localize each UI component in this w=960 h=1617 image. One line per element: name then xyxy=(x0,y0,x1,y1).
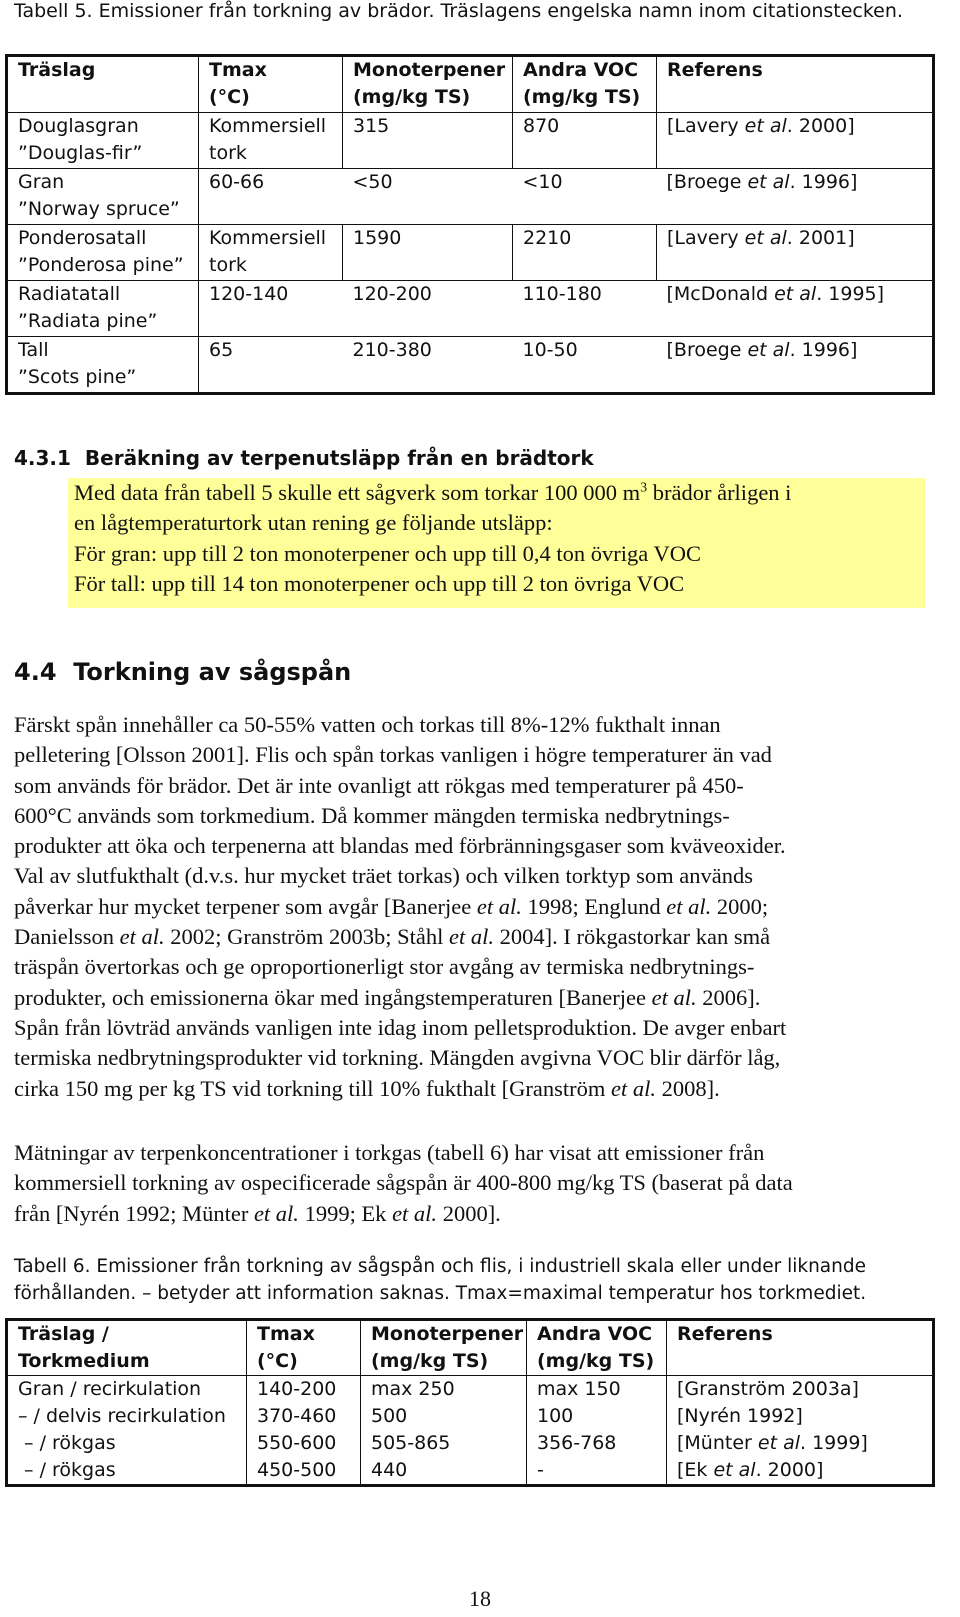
cell-species: Gran ”Norway spruce” xyxy=(7,169,199,225)
cell-monoterpenes: 440 xyxy=(361,1457,527,1486)
cell-monoterpenes: 120-200 xyxy=(343,281,513,337)
cell-tmax: 450-500 xyxy=(247,1457,361,1486)
cell-species: – / rökgas xyxy=(7,1457,247,1486)
cell-tmax: 550-600 xyxy=(247,1430,361,1457)
cell-other-voc: 10-50 xyxy=(513,337,657,394)
cell-reference: [Broege et al. 1996] xyxy=(657,337,934,394)
table5-header-row xyxy=(7,56,934,113)
section-heading-4-3-1: 4.3.1 Beräkning av terpenutsläpp från en brädtork xyxy=(14,446,594,470)
table-row xyxy=(7,169,934,225)
header-reference: Referens xyxy=(657,56,934,113)
cell-other-voc: 100 xyxy=(527,1403,667,1430)
section-heading-4-4: 4.4 Torkning av sågspån xyxy=(14,658,352,686)
cell-tmax: 370-460 xyxy=(247,1403,361,1430)
table5-caption: Tabell 5. Emissioner från torkning av brädor. Träslagens engelska namn inom citationstecken. xyxy=(14,0,903,22)
cell-species: – / rökgas xyxy=(7,1430,247,1457)
paragraph: Mätningar av terpenkoncentrationer i torkgas (tabell 6) har visat att emissioner från kommersiell torkning av ospecificerade sågspån är 400-800 mg/kg TS (baserat på data från [Nyrén 1992; Münter et al. 1999; Ek et al. 2000]. xyxy=(14,1140,793,1226)
table-row xyxy=(7,1403,934,1430)
header-reference: Referens xyxy=(667,1320,934,1376)
header-monoterpenes: Monoterpener (mg/kg TS) xyxy=(343,56,513,113)
cell-reference: [Lavery et al. 2001] xyxy=(657,225,934,281)
cell-reference: [Broege et al. 1996] xyxy=(657,169,934,225)
cell-reference: [Münter et al. 1999] xyxy=(667,1430,934,1457)
cell-tmax: Kommersiell tork xyxy=(199,225,343,281)
cell-tmax: 65 xyxy=(199,337,343,394)
page-number: 18 xyxy=(469,1586,491,1611)
cell-other-voc: <10 xyxy=(513,169,657,225)
cell-monoterpenes: <50 xyxy=(343,169,513,225)
cell-monoterpenes: 1590 xyxy=(343,225,513,281)
cell-species: – / delvis recirkulation xyxy=(7,1403,247,1430)
header-species: Träslag xyxy=(7,56,199,113)
header-tmax: Tmax (°C) xyxy=(199,56,343,113)
cell-tmax: Kommersiell tork xyxy=(199,113,343,169)
header-species: Träslag / Torkmedium xyxy=(7,1320,247,1376)
table6-caption: Tabell 6. Emissioner från torkning av sågspån och flis, i industriell skala eller under liknande förhållanden. – betyder att information saknas. Tmax=maximal temperatur hos torkmediet. xyxy=(14,1256,867,1304)
cell-tmax: 60-66 xyxy=(199,169,343,225)
cell-reference: [Nyrén 1992] xyxy=(667,1403,934,1430)
cell-other-voc: 870 xyxy=(513,113,657,169)
table-row xyxy=(7,337,934,394)
cell-tmax: 140-200 xyxy=(247,1376,361,1404)
cell-tmax: 120-140 xyxy=(199,281,343,337)
header-tmax: Tmax (°C) xyxy=(247,1320,361,1376)
highlighted-paragraph xyxy=(68,478,925,608)
cell-species: Gran / recirkulation xyxy=(7,1376,247,1404)
cell-reference: [Ek et al. 2000] xyxy=(667,1457,934,1486)
cell-species: Radiatatall ”Radiata pine” xyxy=(7,281,199,337)
table5 xyxy=(5,54,935,395)
table-row xyxy=(7,1430,934,1457)
cell-other-voc: 110-180 xyxy=(513,281,657,337)
cell-reference: [McDonald et al. 1995] xyxy=(657,281,934,337)
cell-monoterpenes: 210-380 xyxy=(343,337,513,394)
table-row xyxy=(7,1457,934,1486)
table-row xyxy=(7,225,934,281)
cell-monoterpenes: 315 xyxy=(343,113,513,169)
cell-other-voc: max 150 xyxy=(527,1376,667,1404)
cell-other-voc: 356-768 xyxy=(527,1430,667,1457)
cell-monoterpenes: max 250 xyxy=(361,1376,527,1404)
table6-header-row xyxy=(7,1320,934,1376)
highlighted-text: Med data från tabell 5 skulle ett sågverk som torkar 100 000 $m^3$ brädor årligen i en lågtemperaturtork utan rening ge följande utsläpp: För gran: upp till 2 ton monoterpener och upp till 0,4 ton övriga VOC För tall: upp till 14 ton monoterpener och upp till 2 ton övriga VOC xyxy=(74,480,792,596)
table6 xyxy=(5,1318,935,1487)
table-row xyxy=(7,113,934,169)
cell-monoterpenes: 500 xyxy=(361,1403,527,1430)
cell-reference: [Granström 2003a] xyxy=(667,1376,934,1404)
cell-reference: [Lavery et al. 2000] xyxy=(657,113,934,169)
cell-species: Ponderosatall ”Ponderosa pine” xyxy=(7,225,199,281)
cell-species: Tall ”Scots pine” xyxy=(7,337,199,394)
header-monoterpenes: Monoterpener (mg/kg TS) xyxy=(361,1320,527,1376)
cell-other-voc: - xyxy=(527,1457,667,1486)
header-other-voc: Andra VOC (mg/kg TS) xyxy=(527,1320,667,1376)
cell-other-voc: 2210 xyxy=(513,225,657,281)
paragraph: Färskt spån innehåller ca 50-55% vatten och torkas till 8%-12% fukthalt innan pelletering [Olsson 2001]. Flis och spån torkas vanligen i högre temperaturer än vad som används för brädor. Det är inte ovanligt att rökgas med temperaturer på 450- 600°C används som torkmedium. Då kommer mängden termiska nedbrytnings- produkter att öka och terpenerna att blandas med förbränningsgaser som kväveoxider. Val av slutfukthalt (d.v.s. hur mycket träet torkas) och vilken torktyp som används påverkar hur mycket terpener som avgår [Banerjee et al. 1998; Englund et al. 2000; Danielsson et al. 2002; Granström 2003b; Ståhl et al. 2004]. I rökgastorkar kan små träspån övertorkas och ge oproportionerligt stor avgång av termiska nedbrytnings- produkter, och emissionerna ökar med ingångstemperaturen [Banerjee et al. 2006]. Spån från lövträd används vanligen inte idag inom pelletsproduktion. De avger enbart termiska nedbrytningsprodukter vid torkning. Mängden avgivna VOC blir därför låg, cirka 150 mg per kg TS vid torkning till 10% fukthalt [Granström et al. 2008]. xyxy=(14,712,787,1101)
cell-species: Douglasgran ”Douglas-fir” xyxy=(7,113,199,169)
header-other-voc: Andra VOC (mg/kg TS) xyxy=(513,56,657,113)
cell-monoterpenes: 505-865 xyxy=(361,1430,527,1457)
table-row xyxy=(7,1376,934,1404)
table-row xyxy=(7,281,934,337)
